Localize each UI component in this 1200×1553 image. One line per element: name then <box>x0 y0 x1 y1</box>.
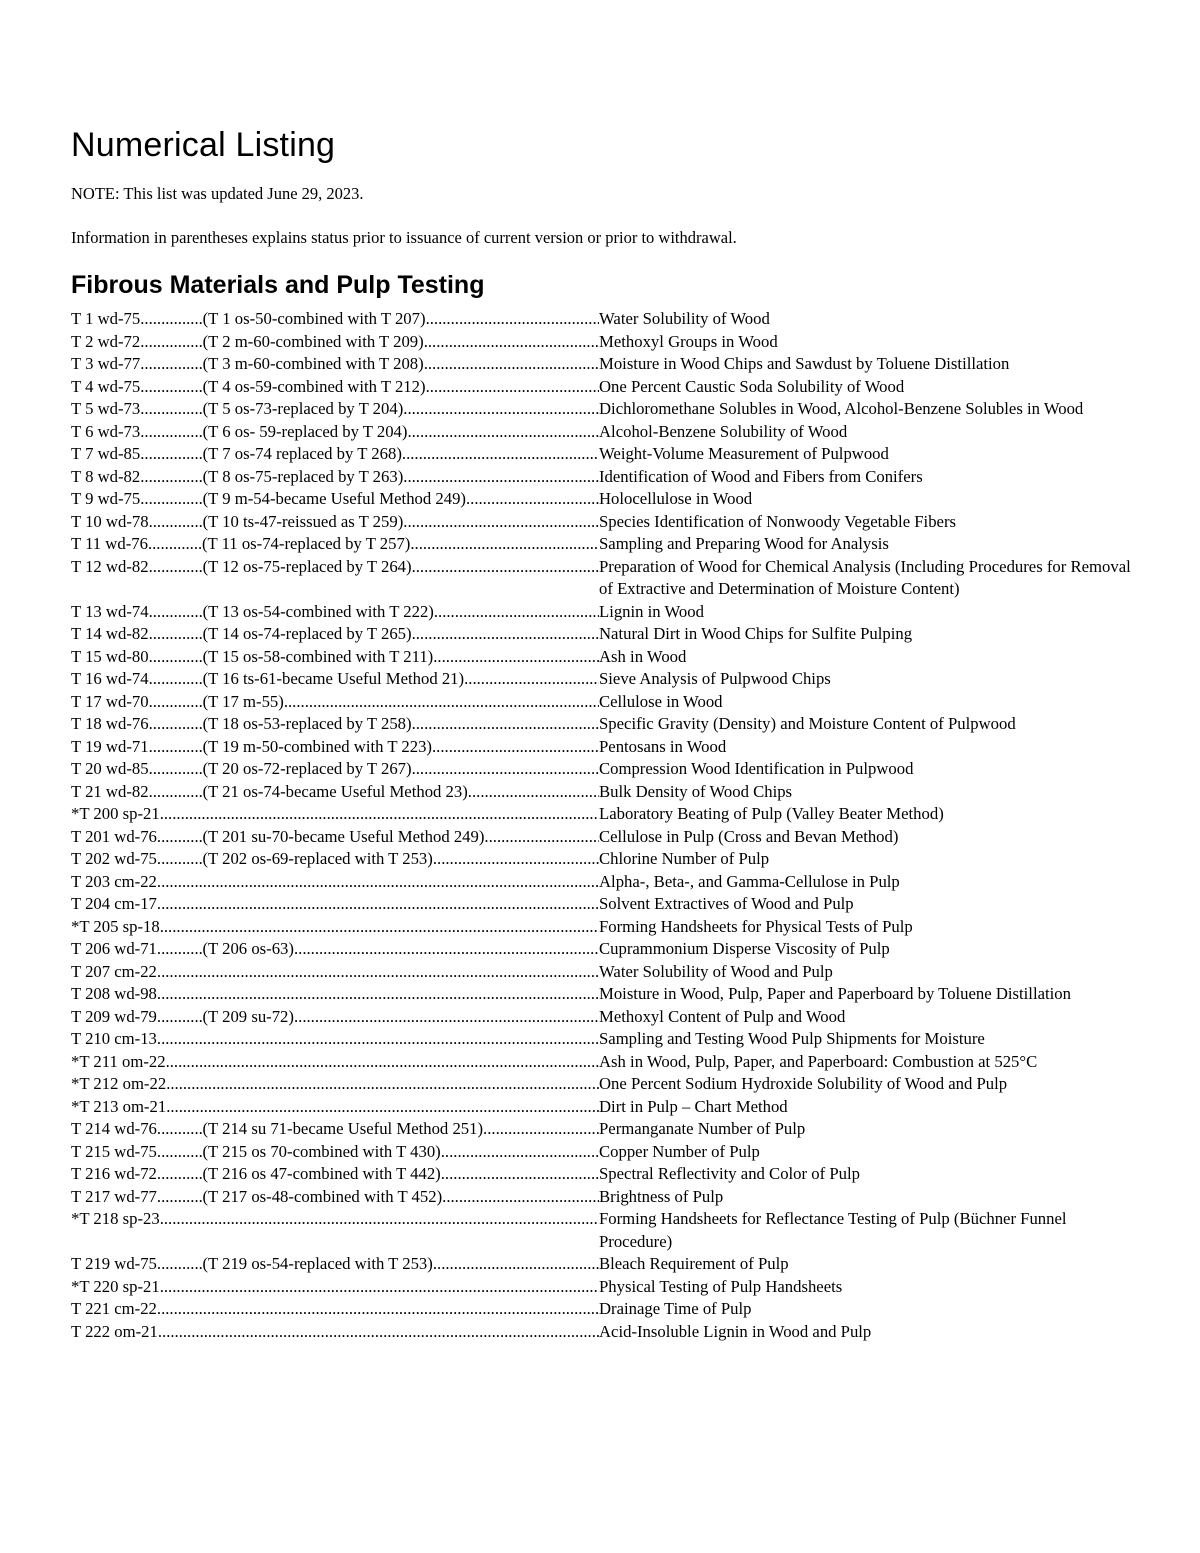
dot-leader <box>157 1118 203 1141</box>
method-code: *T 218 sp-23 <box>71 1209 160 1228</box>
listing-row <box>71 691 1131 714</box>
method-title: Moisture in Wood, Pulp, Paper and Paperboard by Toluene Distillation <box>599 984 1071 1003</box>
method-status: (T 216 os 47-combined with T 442) <box>202 1164 441 1183</box>
dot-leader <box>140 466 202 489</box>
listing-row <box>71 893 1131 916</box>
method-status: (T 14 os-74-replaced by T 265) <box>202 624 412 643</box>
dot-leader <box>157 848 203 871</box>
dot-leader <box>149 713 203 736</box>
method-title: Specific Gravity (Density) and Moisture Content of Pulpwood <box>599 714 1016 733</box>
method-status: (T 4 os-59-combined with T 212) <box>202 376 426 396</box>
method-title: Cellulose in Wood <box>599 691 723 711</box>
listing-row <box>71 848 1131 871</box>
method-title: Moisture in Wood Chips and Sawdust by Toluene Distillation <box>599 354 1010 373</box>
method-status: (T 12 os-75-replaced by T 264) <box>202 556 412 576</box>
dot-leader <box>140 353 202 376</box>
listing-left-column <box>71 938 599 961</box>
dot-leader <box>432 736 599 759</box>
dot-leader <box>149 623 203 646</box>
listing-row <box>71 938 1131 961</box>
dot-leader <box>442 1186 599 1209</box>
listing-row <box>71 713 1131 736</box>
method-status: (T 6 os- 59-replaced by T 204) <box>202 421 408 441</box>
listing-row <box>71 511 1131 534</box>
method-code: *T 212 om-22 <box>71 1074 167 1093</box>
method-code: T 16 wd-74 <box>71 669 149 688</box>
listing-left-column <box>71 1321 599 1344</box>
listing-left-column <box>71 1118 599 1141</box>
dot-leader <box>424 331 599 354</box>
method-code: T 10 wd-78 <box>71 511 149 531</box>
dot-leader <box>294 938 599 961</box>
method-title: Compression Wood Identification in Pulpwood <box>599 759 914 778</box>
method-code: T 207 cm-22 <box>71 961 157 981</box>
listing-row <box>71 1118 1131 1141</box>
method-status: (T 18 os-53-replaced by T 258) <box>202 714 412 733</box>
method-code: T 1 wd-75 <box>71 309 141 328</box>
listing-row <box>71 758 1131 781</box>
listing-left-column <box>71 1141 599 1164</box>
listing-left-column <box>71 1006 599 1029</box>
listing-left-column <box>71 1051 599 1074</box>
method-title: Permanganate Number of Pulp <box>599 1119 806 1138</box>
listing-left-column <box>71 533 599 556</box>
listing-row <box>71 916 1131 939</box>
dot-leader <box>412 713 599 736</box>
dot-leader <box>412 758 599 781</box>
dot-leader <box>464 668 599 691</box>
method-status: (T 201 su-70-became Useful Method 249) <box>202 826 485 846</box>
listing-left-column <box>71 961 599 984</box>
method-title: Water Solubility of Wood and Pulp <box>599 961 833 981</box>
method-title: Preparation of Wood for Chemical Analysis (Including Procedures for Removal of Extractive and Determination of Moisture Content) <box>599 556 1131 598</box>
listing-left-column <box>71 668 599 691</box>
method-title: Water Solubility of Wood <box>599 309 770 328</box>
dot-leader <box>157 938 203 961</box>
listing-row <box>71 376 1131 399</box>
method-code: T 3 wd-77 <box>71 354 141 373</box>
listing-left-column <box>71 556 599 579</box>
method-title: Ash in Wood <box>599 646 687 666</box>
method-code: T 222 om-21 <box>71 1321 158 1341</box>
method-status: (T 5 os-73-replaced by T 204) <box>202 399 404 418</box>
dot-leader <box>294 1006 599 1029</box>
listing-left-column <box>71 1208 599 1231</box>
listing-row <box>71 533 1131 556</box>
method-status: (T 206 os-63) <box>202 939 294 958</box>
method-code: T 203 cm-22 <box>71 871 157 891</box>
listing-row <box>71 826 1131 849</box>
method-title: Dichloromethane Solubles in Wood, Alcohol-Benzene Solubles in Wood <box>599 399 1084 418</box>
listing-row <box>71 1006 1131 1029</box>
listing-left-column <box>71 443 599 466</box>
method-title: Copper Number of Pulp <box>599 1141 760 1161</box>
method-code: T 21 wd-82 <box>71 781 149 801</box>
method-title: Sieve Analysis of Pulpwood Chips <box>599 669 831 688</box>
listing-row <box>71 398 1131 421</box>
page-title: Numerical Listing <box>71 126 336 164</box>
listing-row <box>71 1298 1131 1321</box>
method-title: One Percent Caustic Soda Solubility of Wood <box>599 376 905 396</box>
dot-leader <box>157 893 599 916</box>
dot-leader <box>433 1253 599 1276</box>
listing-left-column <box>71 376 599 399</box>
section-title: Fibrous Materials and Pulp Testing <box>71 271 485 299</box>
method-title: Solvent Extractives of Wood and Pulp <box>599 894 854 913</box>
dot-leader <box>433 646 599 669</box>
method-code: T 208 wd-98 <box>71 984 157 1003</box>
listing-row <box>71 1028 1131 1051</box>
method-title: Bulk Density of Wood Chips <box>599 781 793 801</box>
method-code: T 217 wd-77 <box>71 1186 157 1206</box>
listing-left-column <box>71 1186 599 1209</box>
listing-row <box>71 1186 1131 1209</box>
dot-leader <box>412 623 599 646</box>
method-status: (T 7 os-74 replaced by T 268) <box>202 444 402 463</box>
dot-leader <box>410 533 599 556</box>
method-title: Sampling and Testing Wood Pulp Shipments for Moisture <box>599 1029 985 1048</box>
method-code: T 17 wd-70 <box>71 691 149 711</box>
listing-left-column <box>71 916 599 939</box>
listing-row <box>71 601 1131 624</box>
method-status: (T 10 ts-47-reissued as T 259) <box>202 511 404 531</box>
dot-leader <box>441 1141 599 1164</box>
listing-left-column <box>71 1163 599 1186</box>
dot-leader <box>157 1163 203 1186</box>
method-status: (T 17 m-55) <box>202 691 284 711</box>
listing-left-column <box>71 1276 599 1299</box>
listing-left-column <box>71 623 599 646</box>
listing-row <box>71 736 1131 759</box>
listing-row <box>71 781 1131 804</box>
dot-leader <box>157 871 599 894</box>
dot-leader <box>160 916 599 939</box>
listing-left-column <box>71 826 599 849</box>
method-code: T 14 wd-82 <box>71 624 149 643</box>
dot-leader <box>424 353 599 376</box>
dot-leader <box>160 1276 599 1299</box>
method-title: Weight-Volume Measurement of Pulpwood <box>599 444 889 463</box>
method-status: (T 219 os-54-replaced with T 253) <box>202 1254 433 1273</box>
dot-leader <box>403 398 599 421</box>
method-title: Bleach Requirement of Pulp <box>599 1254 789 1273</box>
method-title: Physical Testing of Pulp Handsheets <box>599 1276 843 1296</box>
method-code: *T 211 om-22 <box>71 1051 166 1071</box>
dot-leader <box>483 1118 599 1141</box>
method-code: *T 200 sp-21 <box>71 804 160 823</box>
listing-left-column <box>71 736 599 759</box>
method-code: T 210 cm-13 <box>71 1029 157 1048</box>
method-title: Natural Dirt in Wood Chips for Sulfite Pulping <box>599 624 913 643</box>
dot-leader <box>157 1186 203 1209</box>
method-title: Dirt in Pulp – Chart Method <box>599 1096 788 1116</box>
dot-leader <box>412 556 599 579</box>
listing-left-column <box>71 646 599 669</box>
listing-left-column <box>71 1028 599 1051</box>
update-note: NOTE: This list was updated June 29, 2023. <box>71 184 364 203</box>
listing-row <box>71 421 1131 444</box>
dot-leader <box>140 331 202 354</box>
listing-left-column <box>71 308 599 331</box>
listing-left-column <box>71 1073 599 1096</box>
dot-leader <box>140 488 202 511</box>
method-code: T 20 wd-85 <box>71 759 149 778</box>
method-code: T 13 wd-74 <box>71 601 149 621</box>
method-title: Methoxyl Content of Pulp and Wood <box>599 1006 846 1026</box>
method-code: *T 205 sp-18 <box>71 916 160 936</box>
method-title: Identification of Wood and Fibers from Conifers <box>599 466 923 486</box>
method-status: (T 2 m-60-combined with T 209) <box>202 331 424 351</box>
method-code: T 201 wd-76 <box>71 826 157 846</box>
dot-leader <box>149 556 203 579</box>
method-code: T 209 wd-79 <box>71 1006 157 1026</box>
listing-row <box>71 1253 1131 1276</box>
method-listing <box>71 308 1131 1343</box>
dot-leader <box>166 1096 599 1119</box>
dot-leader <box>160 1208 599 1231</box>
method-title: Forming Handsheets for Physical Tests of Pulp <box>599 916 913 936</box>
listing-left-column <box>71 848 599 871</box>
listing-left-column <box>71 466 599 489</box>
dot-leader <box>166 1073 599 1096</box>
method-title: Species Identification of Nonwoody Vegetable Fibers <box>599 511 956 531</box>
dot-leader <box>468 781 599 804</box>
method-code: T 19 wd-71 <box>71 736 149 756</box>
method-code: T 11 wd-76 <box>71 534 148 553</box>
method-status: (T 13 os-54-combined with T 222) <box>202 601 434 621</box>
listing-row <box>71 1141 1131 1164</box>
dot-leader <box>149 646 203 669</box>
dot-leader <box>149 758 203 781</box>
dot-leader <box>157 1028 599 1051</box>
dot-leader <box>140 308 202 331</box>
dot-leader <box>140 398 202 421</box>
method-code: *T 213 om-21 <box>71 1096 167 1116</box>
dot-leader <box>140 443 202 466</box>
method-title: Forming Handsheets for Reflectance Testing of Pulp (Büchner Funnel Procedure) <box>599 1209 1067 1251</box>
method-status: (T 209 su-72) <box>202 1006 294 1026</box>
document-page <box>71 126 1131 1343</box>
listing-left-column <box>71 1298 599 1321</box>
method-title: Spectral Reflectivity and Color of Pulp <box>599 1164 860 1183</box>
dot-leader <box>149 511 203 534</box>
method-status: (T 202 os-69-replaced with T 253) <box>202 849 433 868</box>
method-status: (T 19 m-50-combined with T 223) <box>202 736 432 756</box>
listing-row <box>71 983 1131 1006</box>
method-code: T 216 wd-72 <box>71 1164 157 1183</box>
listing-row <box>71 1051 1131 1074</box>
dot-leader <box>284 691 599 714</box>
method-title: Lignin in Wood <box>599 601 704 621</box>
listing-left-column <box>71 871 599 894</box>
method-status: (T 214 su 71-became Useful Method 251) <box>202 1119 484 1138</box>
dot-leader <box>140 376 202 399</box>
method-title: Chlorine Number of Pulp <box>599 849 770 868</box>
listing-left-column <box>71 1096 599 1119</box>
dot-leader <box>149 781 203 804</box>
method-status: (T 3 m-60-combined with T 208) <box>202 354 424 373</box>
listing-row <box>71 1276 1131 1299</box>
dot-leader <box>149 601 203 624</box>
method-code: T 221 cm-22 <box>71 1299 157 1318</box>
listing-left-column <box>71 421 599 444</box>
method-status: (T 20 os-72-replaced by T 267) <box>202 759 412 778</box>
listing-row <box>71 556 1131 601</box>
listing-row <box>71 1096 1131 1119</box>
method-title: Pentosans in Wood <box>599 736 727 756</box>
listing-row <box>71 331 1131 354</box>
method-code: T 18 wd-76 <box>71 714 149 733</box>
method-code: T 206 wd-71 <box>71 939 157 958</box>
method-code: T 2 wd-72 <box>71 331 141 351</box>
listing-left-column <box>71 803 599 826</box>
dot-leader <box>140 421 202 444</box>
dot-leader <box>157 1006 203 1029</box>
dot-leader <box>441 1163 599 1186</box>
listing-row <box>71 668 1131 691</box>
method-code: T 15 wd-80 <box>71 646 149 666</box>
method-title: Acid-Insoluble Lignin in Wood and Pulp <box>599 1321 872 1341</box>
dot-leader <box>484 826 599 849</box>
method-status: (T 8 os-75-replaced by T 263) <box>202 466 404 486</box>
dot-leader <box>166 1051 599 1074</box>
method-code: T 5 wd-73 <box>71 399 141 418</box>
listing-row <box>71 646 1131 669</box>
dot-leader <box>426 376 599 399</box>
dot-leader <box>426 308 599 331</box>
dot-leader <box>403 511 599 534</box>
method-code: T 7 wd-85 <box>71 444 141 463</box>
method-status: (T 11 os-74-replaced by T 257) <box>201 534 411 553</box>
listing-row <box>71 1073 1131 1096</box>
listing-left-column <box>71 488 599 511</box>
dot-leader <box>433 848 599 871</box>
method-code: T 8 wd-82 <box>71 466 141 486</box>
method-code: T 204 cm-17 <box>71 894 157 913</box>
listing-row <box>71 803 1131 826</box>
listing-row <box>71 1321 1131 1344</box>
info-text: Information in parentheses explains status prior to issuance of current version or prior to withdrawal. <box>71 228 737 247</box>
listing-left-column <box>71 691 599 714</box>
method-status: (T 16 ts-61-became Useful Method 21) <box>202 669 465 688</box>
listing-row <box>71 353 1131 376</box>
listing-left-column <box>71 331 599 354</box>
method-code: T 214 wd-76 <box>71 1119 157 1138</box>
method-title: Alpha-, Beta-, and Gamma-Cellulose in Pulp <box>599 871 900 891</box>
method-title: Brightness of Pulp <box>599 1186 724 1206</box>
method-title: Holocellulose in Wood <box>599 489 753 508</box>
dot-leader <box>149 736 203 759</box>
method-status: (T 15 os-58-combined with T 211) <box>202 646 434 666</box>
method-code: T 6 wd-73 <box>71 421 141 441</box>
listing-left-column <box>71 983 599 1006</box>
listing-left-column <box>71 511 599 534</box>
method-title: Laboratory Beating of Pulp (Valley Beater Method) <box>599 804 944 823</box>
method-code: T 4 wd-75 <box>71 376 141 396</box>
listing-row <box>71 488 1131 511</box>
dot-leader <box>148 533 202 556</box>
listing-left-column <box>71 781 599 804</box>
dot-leader <box>407 421 599 444</box>
dot-leader <box>157 1298 599 1321</box>
listing-row <box>71 1208 1131 1253</box>
dot-leader <box>157 983 599 1006</box>
dot-leader <box>157 826 203 849</box>
method-code: *T 220 sp-21 <box>71 1276 160 1296</box>
method-title: Alcohol-Benzene Solubility of Wood <box>599 421 848 441</box>
method-code: T 12 wd-82 <box>71 556 149 576</box>
method-code: T 202 wd-75 <box>71 849 157 868</box>
method-status: (T 1 os-50-combined with T 207) <box>202 309 426 328</box>
method-title: Drainage Time of Pulp <box>599 1299 752 1318</box>
listing-row <box>71 961 1131 984</box>
dot-leader <box>157 1253 203 1276</box>
listing-left-column <box>71 398 599 421</box>
listing-left-column <box>71 601 599 624</box>
dot-leader <box>403 466 599 489</box>
method-code: T 219 wd-75 <box>71 1254 157 1273</box>
method-status: (T 215 os 70-combined with T 430) <box>202 1141 441 1161</box>
dot-leader <box>158 1321 599 1344</box>
method-title: Sampling and Preparing Wood for Analysis <box>599 534 889 553</box>
listing-row <box>71 443 1131 466</box>
method-status: (T 9 m-54-became Useful Method 249) <box>202 489 466 508</box>
listing-left-column <box>71 713 599 736</box>
method-status: (T 217 os-48-combined with T 452) <box>202 1186 443 1206</box>
method-code: T 9 wd-75 <box>71 489 141 508</box>
listing-row <box>71 466 1131 489</box>
listing-left-column <box>71 758 599 781</box>
dot-leader <box>160 803 599 826</box>
listing-left-column <box>71 353 599 376</box>
listing-row <box>71 1163 1131 1186</box>
method-title: Cuprammonium Disperse Viscosity of Pulp <box>599 939 890 958</box>
dot-leader <box>466 488 599 511</box>
dot-leader <box>149 668 203 691</box>
listing-row <box>71 308 1131 331</box>
listing-row <box>71 871 1131 894</box>
dot-leader <box>402 443 599 466</box>
dot-leader <box>157 961 599 984</box>
method-status: (T 21 os-74-became Useful Method 23) <box>202 781 468 801</box>
method-code: T 215 wd-75 <box>71 1141 157 1161</box>
method-title: One Percent Sodium Hydroxide Solubility of Wood and Pulp <box>599 1074 1008 1093</box>
method-title: Methoxyl Groups in Wood <box>599 331 778 351</box>
dot-leader <box>149 691 203 714</box>
listing-left-column <box>71 1253 599 1276</box>
method-title: Cellulose in Pulp (Cross and Bevan Method) <box>599 826 899 846</box>
dot-leader <box>434 601 599 624</box>
listing-row <box>71 623 1131 646</box>
dot-leader <box>157 1141 203 1164</box>
method-title: Ash in Wood, Pulp, Paper, and Paperboard: Combustion at 525°C <box>599 1051 1038 1071</box>
listing-left-column <box>71 893 599 916</box>
